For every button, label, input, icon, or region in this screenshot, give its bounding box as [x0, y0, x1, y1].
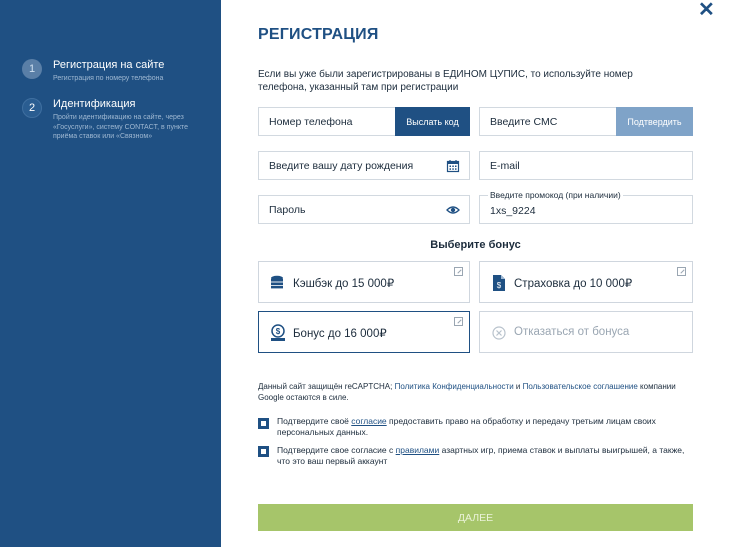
- promo-label: Введите промокод (при наличии): [490, 190, 621, 200]
- step-1-subtitle: Регистрация по номеру телефона: [53, 75, 164, 82]
- consent-data-text: [277, 416, 692, 438]
- rules-link[interactable]: правилами: [395, 445, 440, 455]
- sms-placeholder: Введите СМС: [490, 116, 558, 128]
- external-link-icon[interactable]: [677, 267, 686, 276]
- email-placeholder: E-mail: [490, 160, 520, 172]
- terms-link[interactable]: Пользовательское соглашение: [522, 382, 638, 391]
- bonus-option-label: Отказаться от бонуса: [514, 326, 630, 338]
- steps-sidebar: [0, 0, 221, 547]
- recaptcha-and: и: [513, 382, 523, 391]
- birthdate-placeholder: Введите вашу дату рождения: [269, 160, 414, 172]
- step-1-title: Регистрация на сайте: [53, 59, 165, 71]
- phone-placeholder: Номер телефона: [269, 116, 353, 128]
- consent-rules-checkbox[interactable]: [258, 446, 269, 457]
- password-placeholder: Пароль: [269, 204, 306, 216]
- confirm-button[interactable]: Подтвердить: [616, 107, 693, 136]
- consent-data-checkbox[interactable]: [258, 418, 269, 429]
- bonus-option-label: Бонус до 16 000₽: [293, 328, 387, 340]
- password-field[interactable]: [258, 195, 470, 224]
- bonus-option-label: Кэшбэк до 15 000₽: [293, 278, 395, 290]
- step-2-number: 2: [22, 98, 42, 118]
- step-2-title: Идентификация: [53, 98, 136, 110]
- next-button[interactable]: ДАЛЕЕ: [258, 504, 693, 531]
- promo-value: 1xs_9224: [490, 205, 536, 217]
- svg-text:$: $: [275, 327, 281, 336]
- send-code-button[interactable]: Выслать код: [395, 107, 470, 136]
- recaptcha-text-post: компании Google остаются в силе.: [258, 382, 676, 402]
- bonus-option-cashback[interactable]: [258, 261, 470, 303]
- email-field[interactable]: [479, 151, 693, 180]
- step-2-subtitle: Пройти идентификацию на сайте, через «Госуслуги», систему CONTACT, в пункте приёма ставок или «Связном»: [53, 114, 189, 140]
- coins-icon: [270, 274, 286, 292]
- consent-data-pre: Подтвердите своё: [277, 416, 352, 426]
- bonus-money-icon: [270, 324, 286, 342]
- bonus-option-decline[interactable]: [479, 311, 693, 353]
- cancel-circle-icon: [491, 324, 507, 342]
- promo-field[interactable]: [479, 190, 693, 224]
- sms-field[interactable]: [479, 107, 693, 136]
- eye-icon[interactable]: [446, 203, 460, 217]
- recaptcha-notice: [258, 381, 688, 403]
- page-title: РЕГИСТРАЦИЯ: [258, 26, 379, 43]
- consent-rules-text: [277, 445, 692, 467]
- step-1-number: 1: [22, 59, 42, 79]
- consent-rules-post: азартных игр, приема ставок и выплаты выигрышей, а также, что это ваш первый аккаунт: [277, 445, 685, 466]
- close-icon[interactable]: ✕: [698, 0, 715, 21]
- consent-data-post: предоставить право на обработку и передачу третьим лицам своих персональных данных.: [277, 416, 656, 437]
- consent-link[interactable]: согласие: [351, 416, 387, 426]
- birthdate-field[interactable]: [258, 151, 470, 180]
- bonus-option-label: Страховка до 10 000₽: [514, 278, 633, 290]
- external-link-icon[interactable]: [454, 317, 463, 326]
- phone-field[interactable]: [258, 107, 470, 136]
- bonus-option-insurance[interactable]: [479, 261, 693, 303]
- calendar-icon[interactable]: [446, 159, 460, 173]
- bonus-option-sport[interactable]: [258, 311, 470, 353]
- bonus-heading: Выберите бонус: [430, 239, 521, 251]
- document-dollar-icon: [491, 274, 507, 292]
- consent-rules-pre: Подтвердите свое согласие с: [277, 445, 396, 455]
- intro-text: Если вы уже были зарегистрированы в ЕДИНОМ ЦУПИС, то используйте номер телефона, указанный там при регистрации: [258, 69, 633, 93]
- privacy-policy-link[interactable]: Политика Конфиденциальности: [394, 382, 514, 391]
- recaptcha-text-pre: Данный сайт защищён reCAPTCHA;: [258, 382, 395, 391]
- external-link-icon[interactable]: [454, 267, 463, 276]
- svg-text:$: $: [496, 281, 502, 290]
